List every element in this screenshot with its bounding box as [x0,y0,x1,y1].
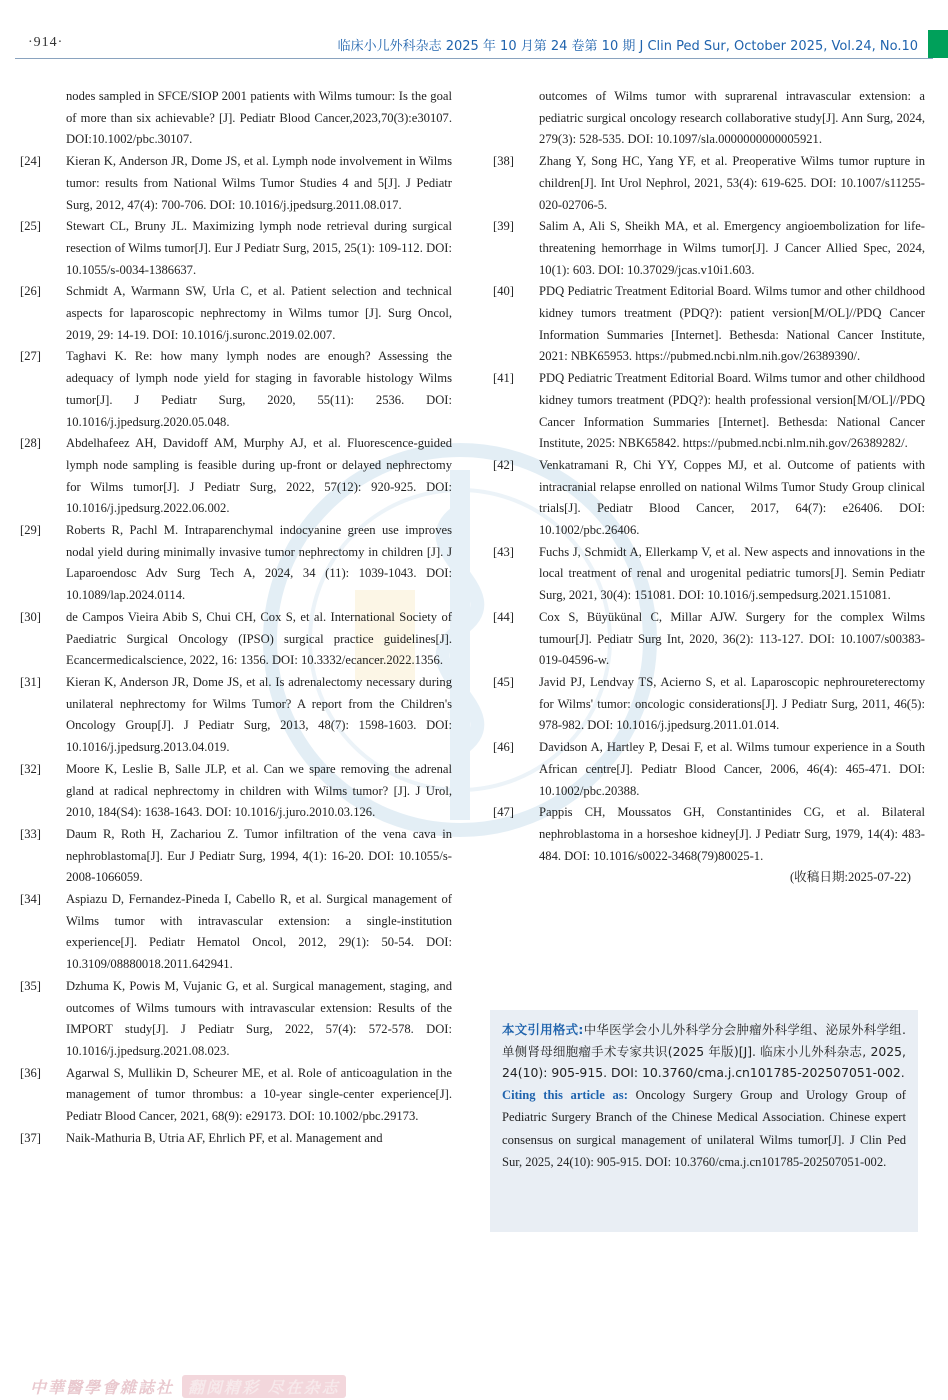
reference-item [493,737,925,802]
reference-item [493,607,925,672]
reference-number: [47] [493,805,514,820]
reference-number: [35] [20,978,41,993]
reference-text: Agarwal S, Mullikin D, Scheurer ME, et al. Role of anticoagulation in the management of tumor thrombus: a 10-year single-center experience[J]. Pediatr Blood Cancer, 2021, 68(9): e29173. DOI: 10.1002/pbc.29173. [66,1065,452,1124]
reference-text: Moore K, Leslie B, Salle JLP, et al. Can we spare removing the adrenal gland at radical nephrectomy in children with Wilms tumor? [J]. J Urol, 2010, 184(S4): 1638-1643. DOI: 10.1016/j.juro.2010.03.126. [66,761,452,820]
reference-text: PDQ Pediatric Treatment Editorial Board. Wilms tumor and other childhood kidney tumors treatment (PDQ?): health professional version[M/OL]//PDQ Cancer Information Summaries [Internet]. Bethesda: National Cancer Institute, 2025: NBK65842. https://pubmed.ncbi.nlm.nih.gov/26389282/. [539,371,925,451]
reference-number: [34] [20,892,41,907]
reference-text: Daum R, Roth H, Zachariou Z. Tumor infiltration of the vena cava in nephroblastoma[J]. Eur J Pediatr Surg, 1994, 4(1): 16-20. DOI: 10.1055/s-2008-1066059. [66,826,452,885]
reference-item [493,216,925,281]
reference-item [20,672,452,759]
reference-text: Cox S, Büyükünal C, Millar AJW. Surgery for the complex Wilms tumour[J]. Pediatr Surg Int, 2020, 36(2): 113-127. DOI: 10.1007/s00383-019-04596-w. [539,609,925,668]
reference-text: Schmidt A, Warmann SW, Urla C, et al. Patient selection and technical aspects for laparoscopic nephrectomy in Wilms tumor [J]. Surg Oncol, 2019, 29: 14-19. DOI: 10.1016/j.suronc.2019.02.007. [66,284,452,342]
section-tab-marker [928,30,948,58]
reference-text: Taghavi K. Re: how many lymph nodes are enough? Assessing the adequacy of lymph node yield for staging in favorable histology Wilms tumor[J]. J Pediatr Surg, 2020, 55(11): 2536. DOI: 10.1016/j.jpedsurg.2020.05.048. [66,349,452,429]
reference-item [20,520,452,607]
reference-text: Zhang Y, Song HC, Yang YF, et al. Preoperative Wilms tumor rupture in children[J]. Int Urol Nephrol, 2021, 53(4): 619-625. DOI: 10.1007/s11255-020-02706-5. [539,154,925,212]
reference-item [493,802,925,867]
citation-chinese [502,1019,906,1084]
citation-english-label: Citing this article as: [502,1087,628,1102]
header-divider [15,58,933,59]
reference-number: [33] [20,826,41,841]
reference-text: Kieran K, Anderson JR, Dome JS, et al. Lymph node involvement in Wilms tumor: results from National Wilms Tumor Studies 4 and 5[J]. J Pediatr Surg, 2012, 47(4): 700-706. DOI: 10.1016/j.jpedsurg.2011.08.017. [66,154,452,212]
reference-item [493,672,925,737]
reference-number: [36] [20,1065,41,1080]
citation-english [502,1084,906,1174]
reference-item [20,1128,452,1150]
reference-number: [46] [493,740,514,755]
reference-number: [29] [20,523,41,538]
reference-text: Pappis CH, Moussatos GH, Constantinides CG, et al. Bilateral nephroblastoma in a horseshoe kidney[J]. J Pediatr Surg, 1979, 14(4): 483-484. DOI: 10.1016/s0022-3468(79)80025-1. [539,805,925,863]
reference-number: [25] [20,219,41,234]
left-reference-column [20,86,452,1149]
reference-item [493,542,925,607]
reference-text: Davidson A, Hartley P, Desai F, et al. Wilms tumour experience in a South African centre[J]. Pediatr Blood Cancer, 2006, 46(4): 465-471. DOI: 10.1002/pbc.20388. [539,740,925,798]
reference-number: [41] [493,371,514,386]
page-number: ·914· [28,35,64,50]
reference-text: Stewart CL, Bruny JL. Maximizing lymph node retrieval during surgical resection of Wilms tumor[J]. Eur J Pediatr Surg, 2015, 25(1): 109-112. DOI: 10.1055/s-0034-1386637. [66,219,452,277]
publisher-footer-mark [30,1375,346,1398]
publisher-name: 中華醫學會雜誌社 [30,1378,175,1397]
reference-item [20,976,452,1063]
footer-tag: 翻阅精彩 尽在杂志 [182,1375,346,1398]
reference-text: Aspiazu D, Fernandez-Pineda I, Cabello R, et al. Surgical management of Wilms tumor with intravascular extension: a single-institution experience[J]. Pediatr Hematol Oncol, 2012, 29(1): 50-54. DOI: 10.3109/08880018.2011.642941. [66,892,452,972]
citation-english-text: Oncology Surgery Group and Urology Group of Pediatric Surgery Branch of the Chinese Medical Association. Chinese expert consensus on surgical management of unilateral Wilms tumor[J]. J Clin Ped Sur, 2025, 24(10): 905-915. DOI: 10.3760/cma.j.cn101785-202507051-002. [502,1087,906,1169]
reference-number: [32] [20,761,41,776]
citation-chinese-text: 中华医学会小儿外科学分会肿瘤外科学组、泌尿外科学组. 单侧肾母细胞瘤手术专家共识(2025 年版)[J]. 临床小儿外科杂志, 2025, 24(10): 905-915. DOI: 10.3760/cma.j.cn101785-202507051-002. [502,1022,906,1080]
reference-item [20,889,452,976]
citation-chinese-label: 本文引用格式: [502,1022,584,1037]
reference-item [20,216,452,281]
reference-item [20,607,452,672]
reference-text: Roberts R, Pachl M. Intraparenchymal indocyanine green use improves nodal yield during minimally invasive tumor nephrectomy in children [J]. J Laparoendosc Adv Surg Tech A, 2024, 34 (11): 1039-1043. DOI: 10.1089/lap.2024.0114. [66,523,452,603]
right-reference-column [493,86,925,902]
reference-item [493,151,925,216]
received-date: (收稿日期:2025-07-22) [789,870,911,885]
reference-text: Kieran K, Anderson JR, Dome JS, et al. Is adrenalectomy necessary during unilateral nephrectomy for Wilms Tumor? A report from the Children's Oncology Group[J]. J Pediatr Surg, 2013, 48(7): 1598-1603. DOI: 10.1016/j.jpedsurg.2013.04.019. [66,674,452,755]
journal-running-title: 临床小儿外科杂志 2025 年 10 月第 24 卷第 10 期 J Clin Ped Sur, October 2025, Vol.24, No.10 [337,39,918,54]
reference-item [20,281,452,346]
page-header [0,0,948,70]
reference-number: [26] [20,284,41,299]
reference-item [493,455,925,542]
reference-number: [45] [493,674,514,689]
reference-number: [44] [493,609,514,624]
reference-continuation: nodes sampled in SFCE/SIOP 2001 patients with Wilms tumour: Is the goal of more than six achievable? [J]. Pediatr Blood Cancer,2023,70(3):e30107. DOI:10.1002/pbc.30107. [66,89,452,147]
reference-text: Javid PJ, Lendvay TS, Acierno S, et al. Laparoscopic nephroureterectomy for Wilms' tumor: oncologic considerations[J]. J Pediatr Surg, 2011, 46(5): 978-982. DOI: 10.1016/j.jpedsurg.2011.01.014. [539,674,925,733]
reference-number: [27] [20,349,41,364]
reference-item [493,281,925,368]
reference-item [493,368,925,455]
reference-continuation: outcomes of Wilms tumor with suprarenal intravascular extension: a pediatric surgical oncology research collaborative study[J]. Ann Surg, 2024, 279(3): 528-535. DOI: 10.1097/sla.0000000000005921. [539,89,925,147]
reference-number: [39] [493,219,514,234]
reference-text: Fuchs J, Schmidt A, Ellerkamp V, et al. New aspects and innovations in the local treatment of renal and urogenital pediatric tumors[J]. Semin Pediatr Surg, 2021, 30(4): 151081. DOI: 10.1016/j.sempedsurg.2021.151081. [539,544,925,603]
citation-box [490,1010,918,1232]
reference-number: [42] [493,457,514,472]
reference-number: [31] [20,674,41,689]
reference-number: [38] [493,154,514,169]
reference-item [20,433,452,520]
reference-text: Salim A, Ali S, Sheikh MA, et al. Emergency angioembolization for life-threatening hemorrhage in Wilms tumor[J]. J Cancer Allied Spec, 2024, 10(1): 603. DOI: 10.37029/jcas.v10i1.603. [539,219,925,277]
reference-text: Abdelhafeez AH, Davidoff AM, Murphy AJ, et al. Fluorescence-guided lymph node sampling is feasible during up-front or delayed nephrectomy for Wilms tumor[J]. J Pediatr Surg, 2022, 57(12): 920-925. DOI: 10.1016/j.jpedsurg.2022.06.002. [66,436,452,516]
reference-number: [30] [20,609,41,624]
reference-item [20,824,452,889]
reference-text: Naik-Mathuria B, Utria AF, Ehrlich PF, et al. Management and [66,1130,383,1145]
reference-item [20,1063,452,1128]
reference-number: [28] [20,436,41,451]
reference-text: PDQ Pediatric Treatment Editorial Board. Wilms tumor and other childhood kidney tumors treatment (PDQ?): patient version[M/OL]//PDQ Cancer Information Summaries [Internet]. Bethesda: National Cancer Institute, 2021: NBK65953. https://pubmed.ncbi.nlm.nih.gov/26389390/. [539,284,925,364]
reference-number: [37] [20,1130,41,1145]
reference-text: Venkatramani R, Chi YY, Coppes MJ, et al. Outcome of patients with intracranial relapse enrolled on national Wilms Tumor Study Group clinical trials[J]. Pediatr Blood Cancer, 2017, 64(7): e26406. DOI: 10.1002/pbc.26406. [539,457,925,538]
reference-number: [24] [20,154,41,169]
reference-number: [40] [493,284,514,299]
reference-number: [43] [493,544,514,559]
reference-text: de Campos Vieira Abib S, Chui CH, Cox S, et al. International Society of Paediatric Surgical Oncology (IPSO) surgical practice guidelines[J]. Ecancermedicalscience, 2022, 16: 1356. DOI: 10.3332/ecancer.2022.1356. [66,609,452,668]
reference-item [20,151,452,216]
reference-item [20,346,452,433]
reference-item [20,759,452,824]
reference-text: Dzhuma K, Powis M, Vujanic G, et al. Surgical management, staging, and outcomes of Wilms tumours with intravascular extension: Results of the IMPORT study[J]. J Pediatr Surg, 2022, 57(4): 572-578. DOI: 10.1016/j.jpedsurg.2021.08.023. [66,978,452,1058]
